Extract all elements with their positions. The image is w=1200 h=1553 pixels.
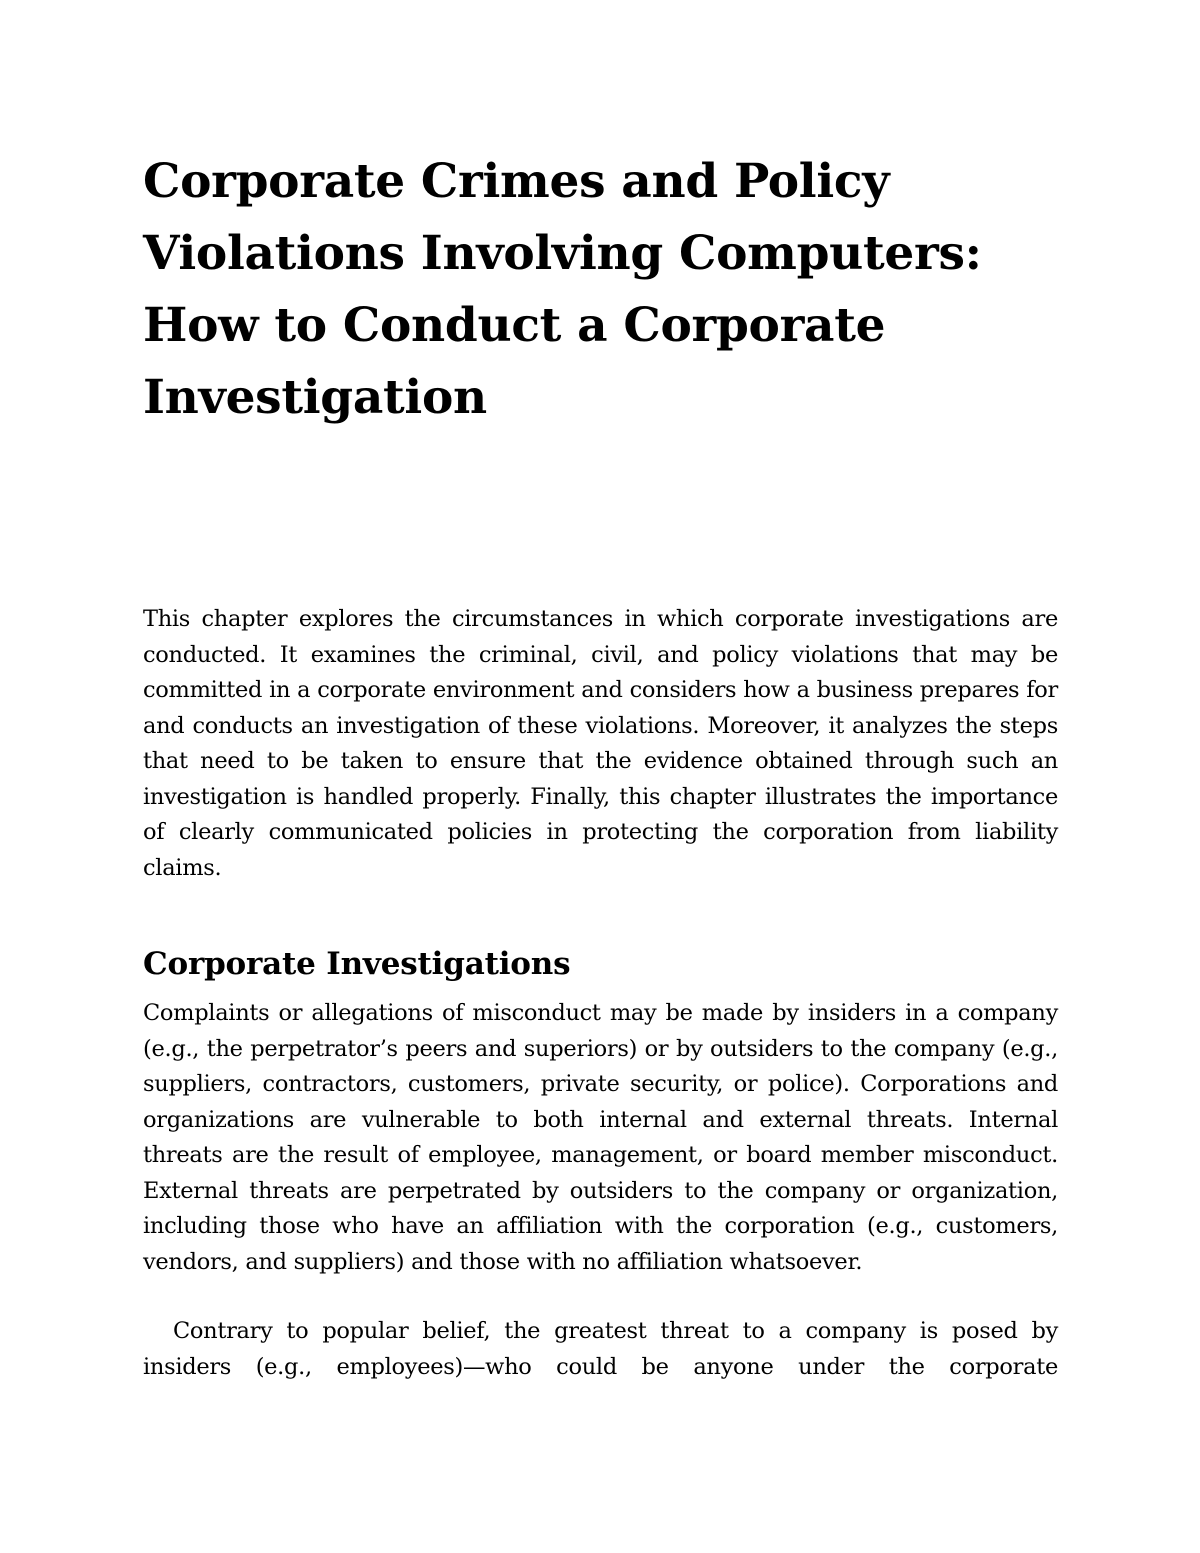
document-page [143, 0, 1058, 1553]
chapter-title-line-2: Violations Involving Computers: [143, 226, 982, 281]
chapter-title [143, 146, 1058, 434]
chapter-title-line-3: How to Conduct a Corporate [143, 298, 886, 353]
chapter-title-line-1: Corporate Crimes and Policy [143, 154, 890, 209]
chapter-title-line-4: Investigation [143, 370, 487, 425]
section-heading: Corporate Investigations [143, 946, 571, 982]
body-paragraph-2: Contrary to popular belief, the greatest threat to a company is posed by insiders (e.g., employees)—who could be anyone under the corporate [143, 1318, 1058, 1380]
intro-paragraph: This chapter explores the circumstances in which corporate investigations are conducted. It examines the criminal, civil, and policy violations that may be committed in a corporate environment and considers how a business prepares for and conducts an investigation of these violations. Moreover, it analyzes the steps that need to be taken to ensure that the evidence obtained through such an investigation is handled properly. Finally, this chapter illustrates the importance of clearly communicated policies in protecting the corporation from liability claims. [143, 606, 1058, 881]
body-paragraph-1: Complaints or allegations of misconduct may be made by insiders in a company (e.g., the perpetrator’s peers and superiors) or by outsiders to the company (e.g., suppliers, contractors, customers, private security, or police). Corporations and organizations are vulnerable to both internal and external threats. Internal threats are the result of employee, management, or board member misconduct. External threats are perpetrated by outsiders to the company or organization, including those who have an affiliation with the corporation (e.g., customers, vendors, and suppliers) and those with no affiliation whatsoever. [143, 1000, 1058, 1275]
